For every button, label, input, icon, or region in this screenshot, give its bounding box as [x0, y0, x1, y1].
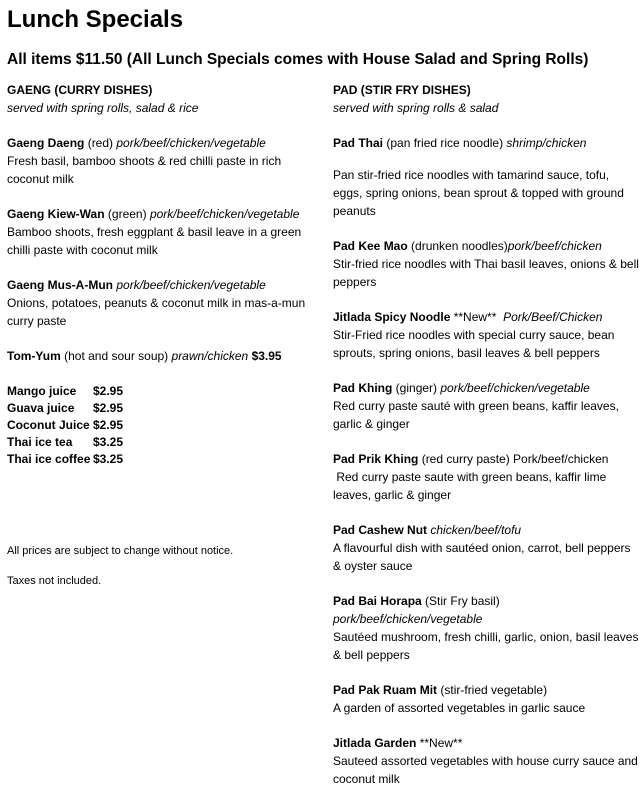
- drink-price: $3.25: [93, 435, 124, 449]
- item-description: Red curry paste saute with green beans, kaffir lime leaves, garlic & ginger: [333, 470, 610, 502]
- item-description: Stir-Fried rice noodles with special curry sauce, bean sprouts, spring onions, basil leaves & bell peppers: [333, 328, 615, 360]
- item-name: Jitlada Spicy Noodle: [333, 310, 451, 324]
- item-description: Bamboo shoots, fresh eggplant & basil leave in a green chilli paste with coconut milk: [7, 225, 302, 257]
- menu-item-pad-pak-ruam-mit: [333, 681, 641, 717]
- item-description: A flavourful dish with sautéed onion, carrot, bell peppers & oyster sauce: [333, 541, 631, 573]
- drink-price: $3.25: [93, 452, 124, 466]
- stir-fry-section-heading: PAD (STIR FRY DISHES): [333, 83, 471, 97]
- tax-note: Taxes not included.: [7, 575, 102, 587]
- item-options: pork/beef/chicken/vegetable: [116, 278, 266, 292]
- menu-item-jitlada-spicy-noodle: [333, 308, 641, 362]
- drink-row: [7, 434, 317, 451]
- item-variant: (ginger): [392, 381, 441, 395]
- item-description: A garden of assorted vegetables in garlic sauce: [333, 701, 586, 715]
- item-description: Onions, potatoes, peanuts & coconut milk in mas-a-mun curry paste: [7, 296, 306, 328]
- curry-column: [7, 81, 317, 590]
- item-name: Pad Kee Mao: [333, 239, 408, 253]
- item-name: Jitlada Garden: [333, 736, 417, 750]
- menu-item-pad-thai: [333, 134, 641, 220]
- item-name: Pad Prik Khing: [333, 452, 419, 466]
- drink-name: Thai ice tea: [7, 435, 73, 449]
- menu-item-gaeng-kiew-wan: [7, 205, 317, 259]
- stir-fry-column: [333, 81, 641, 788]
- menu-item-pad-kee-mao: [333, 237, 641, 291]
- menu-item-pad-prik-khing: [333, 450, 641, 504]
- item-options: prawn/chicken: [171, 349, 249, 363]
- menu-item-jitlada-garden: [333, 734, 641, 788]
- item-variant: (pan fried rice noodle): [383, 136, 507, 150]
- item-variant: (red curry paste) Pork/beef/chicken: [418, 452, 609, 466]
- item-variant: (hot and sour soup): [60, 349, 172, 363]
- item-name: Pad Cashew Nut: [333, 523, 428, 537]
- item-name: Gaeng Daeng: [7, 136, 85, 150]
- drink-price: $2.95: [93, 418, 124, 432]
- drink-name: Mango juice: [7, 384, 77, 398]
- item-name: Pad Thai: [333, 136, 384, 150]
- item-options: shrimp/chicken: [506, 136, 587, 150]
- item-variant: **New**: [450, 310, 504, 324]
- item-options: pork/beef/chicken: [507, 239, 602, 253]
- item-description: Red curry paste sauté with green beans, kaffir leaves, garlic & ginger: [333, 399, 619, 431]
- item-price: $3.95: [251, 349, 282, 363]
- drinks-list: [7, 383, 317, 468]
- item-description: Sautéed mushroom, fresh chilli, garlic, onion, basil leaves & bell peppers: [333, 630, 639, 662]
- item-options: pork/beef/chicken/vegetable: [149, 207, 300, 221]
- item-description: Fresh basil, bamboo shoots & red chilli paste in rich coconut milk: [7, 154, 282, 186]
- item-options: pork/beef/chicken/vegetable: [333, 612, 483, 626]
- drink-row: [7, 451, 317, 468]
- menu-item-pad-cashew-nut: [333, 521, 641, 575]
- item-name: Tom-Yum: [7, 349, 61, 363]
- price-change-note: All prices are subject to change without notice.: [7, 545, 234, 557]
- item-variant: (stir-fried vegetable): [437, 683, 548, 697]
- drink-row: [7, 417, 317, 434]
- item-variant: (green): [104, 207, 150, 221]
- drink-name: Thai ice coffee: [7, 452, 91, 466]
- stir-fry-section-note: served with spring rolls & salad: [333, 101, 499, 115]
- item-description: Pan stir-fried rice noodles with tamarind sauce, tofu, eggs, spring onions, bean sprout & topped with ground peanuts: [333, 168, 624, 218]
- item-name: Pad Bai Horapa: [333, 594, 422, 608]
- pricing-subtitle: All items $11.50 (All Lunch Specials comes with House Salad and Spring Rolls): [7, 51, 589, 68]
- item-options: pork/beef/chicken/vegetable: [116, 136, 266, 150]
- item-name: Pad Khing: [333, 381, 393, 395]
- menu-item-tom-yum: [7, 347, 317, 365]
- curry-section-heading: GAENG (CURRY DISHES): [7, 83, 153, 97]
- drink-name: Guava juice: [7, 401, 75, 415]
- item-variant: (Stir Fry basil): [421, 594, 500, 608]
- menu-item-gaeng-daeng: [7, 134, 317, 188]
- menu-item-pad-khing: [333, 379, 641, 433]
- drink-name: Coconut Juice: [7, 418, 90, 432]
- curry-section-note: served with spring rolls, salad & rice: [7, 101, 199, 115]
- page-title: Lunch Specials: [7, 6, 184, 33]
- item-options: chicken/beef/tofu: [430, 523, 522, 537]
- drink-price: $2.95: [93, 401, 124, 415]
- item-name: Pad Pak Ruam Mit: [333, 683, 438, 697]
- menu-item-gaeng-mus-a-mun: [7, 276, 317, 330]
- item-options: pork/beef/chicken/vegetable: [440, 381, 590, 395]
- item-variant: **New**: [416, 736, 463, 750]
- item-name: Gaeng Mus-A-Mun: [7, 278, 113, 292]
- menu-item-pad-bai-horapa: [333, 592, 641, 664]
- drink-row: [7, 383, 317, 400]
- item-description: Stir-fried rice noodles with Thai basil leaves, onions & bell peppers: [333, 257, 639, 289]
- drink-price: $2.95: [93, 384, 124, 398]
- item-variant: (drunken noodles): [407, 239, 508, 253]
- drink-row: [7, 400, 317, 417]
- item-options: Pork/Beef/Chicken: [503, 310, 603, 324]
- item-description: Sauteed assorted vegetables with house curry sauce and coconut milk: [333, 754, 638, 786]
- item-name: Gaeng Kiew-Wan: [7, 207, 105, 221]
- item-variant: (red): [84, 136, 117, 150]
